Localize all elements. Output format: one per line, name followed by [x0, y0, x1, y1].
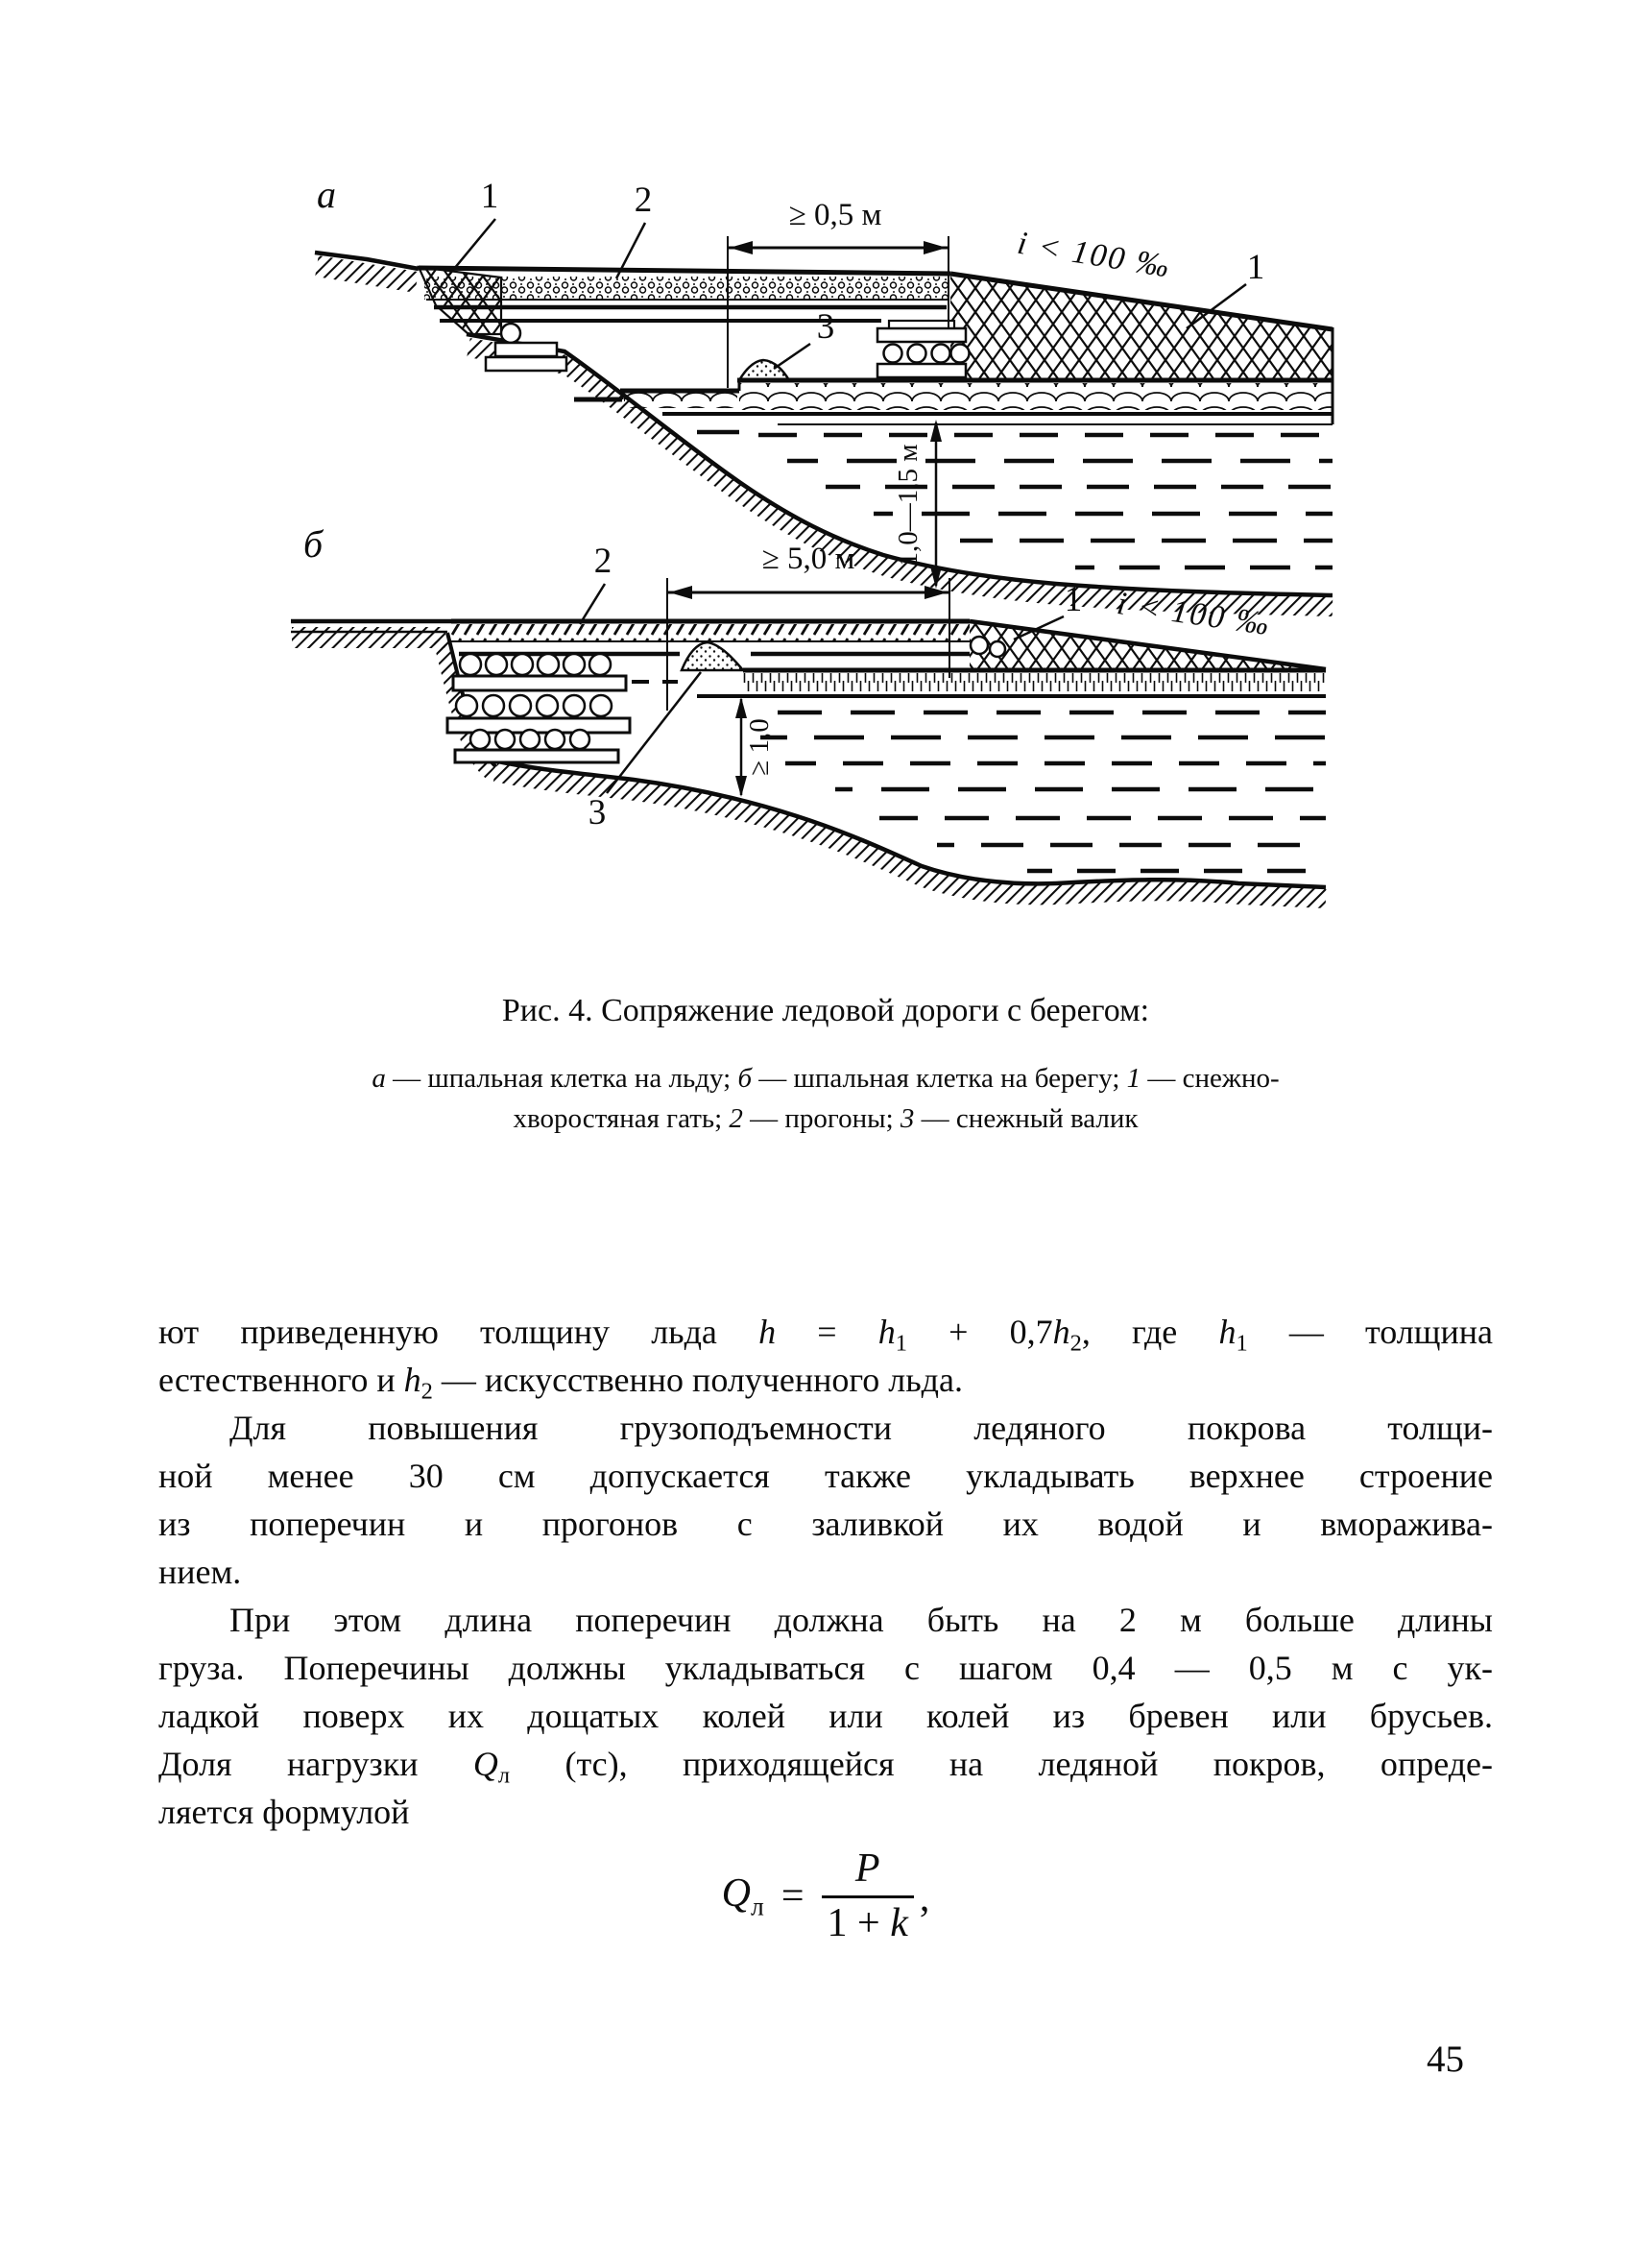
dim-b-top-label: ≥ 5,0 м: [761, 542, 855, 576]
callout-3-a: 3: [816, 307, 835, 347]
callout-1-a-right: 1: [1246, 248, 1265, 287]
dimension-a-depth: [930, 420, 942, 589]
leader-2b: [580, 584, 605, 624]
leader-3a: [774, 344, 810, 369]
callout-1-a: 1: [480, 177, 499, 216]
dim-a-top-label: ≥ 0,5 м: [788, 198, 882, 232]
formula-numerator: P: [822, 1846, 914, 1898]
dim-b-depth-label: ≥ 1,0: [744, 718, 775, 776]
slope-label-b: i < 100 ‰: [1115, 586, 1273, 643]
body-line: ладкой поверх их дощатых колей или колей из бревен или брусьев.: [158, 1697, 1493, 1735]
body-line: груза. Поперечины должны укладываться с шагом 0,4 — 0,5 м с ук-: [158, 1649, 1493, 1687]
formula-fraction: [822, 1846, 914, 1946]
callout-2-b: 2: [593, 542, 612, 581]
figure-legend: [158, 1058, 1493, 1139]
legend-line-2: хворостяная гать; 2 — прогоны; 3 — снежный валик: [513, 1103, 1139, 1134]
body-text: [158, 1308, 1493, 1836]
formula-lhs: $Q_л$: [721, 1870, 764, 1921]
ice-road-shore-diagram: [163, 144, 1507, 960]
callout-1-b: 1: [1064, 580, 1083, 619]
body-line: При этом длина поперечин должна быть на 2 м больше длины: [229, 1601, 1493, 1639]
callout-3-b: 3: [588, 793, 607, 832]
page-number: 45: [1427, 2039, 1464, 2080]
body-line: Для повышения грузоподъемности ледяного покрова толщи-: [229, 1409, 1493, 1447]
formula: [158, 1846, 1493, 1946]
dim-a-depth-label: 1,0—1,5 м: [893, 444, 924, 567]
formula-comma: ,: [919, 1876, 930, 1920]
figure-diagram: [163, 144, 1507, 960]
body-line: ной менее 30 см допускается также укладывать верхнее строение: [158, 1457, 1493, 1495]
sleeper-crib-b: [447, 654, 630, 762]
body-line: ют приведенную толщину льда $h = h_1 + 0,7h_2$, где $h_1$ — толщина: [158, 1313, 1494, 1357]
formula-equals: =: [780, 1873, 804, 1918]
formula-denominator: 1 + k: [827, 1901, 908, 1945]
part-label-b: б: [303, 522, 324, 566]
body-line: ляется формулой: [158, 1793, 410, 1831]
body-line: нием.: [158, 1553, 242, 1591]
body-line: из поперечин и прогонов с заливкой их водой и вморажива-: [158, 1505, 1493, 1543]
figure-caption-title: Рис. 4. Сопряжение ледовой дороги с берегом:: [501, 993, 1150, 1028]
slope-label-a: i < 100 ‰: [1015, 225, 1173, 285]
snow-roller-b: [682, 642, 743, 670]
legend-line-1: а — шпальная клетка на льду; б — шпальная клетка на берегу; 1 — снежно-: [372, 1063, 1280, 1094]
body-line: Доля нагрузки $Q_л$ (тс), приходящейся на ледяной покров, опреде-: [158, 1745, 1493, 1789]
part-label-a: а: [317, 173, 336, 216]
callout-2-a: 2: [634, 181, 653, 220]
body-line: естественного и $h_2$ — искусственно полученного льда.: [158, 1361, 963, 1405]
